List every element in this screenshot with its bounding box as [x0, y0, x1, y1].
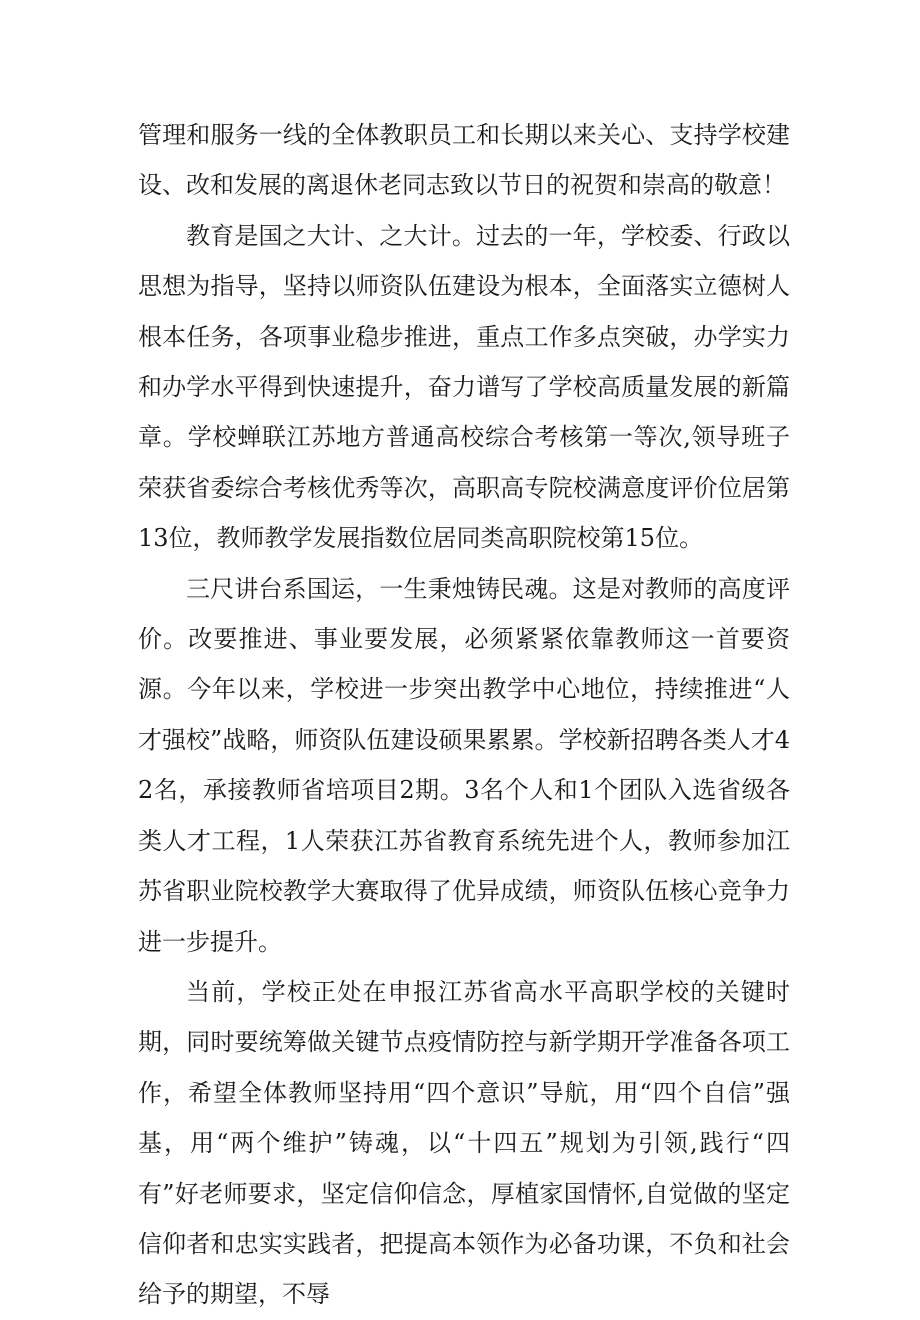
document-body: [138, 110, 790, 1320]
paragraph-education-achievements: 教育是国之大计、之大计。过去的一年，学校委、行政以思想为指导，坚持以师资队伍建设为根本，全面落实立德树人根本任务，各项事业稳步推进，重点工作多点突破，办学实力和办学水平得到快速提升，奋力谱写了学校高质量发展的新篇章。学校蝉联江苏地方普通高校综合考核第一等次,领导班子荣获省委综合考核优秀等次，高职高专院校满意度评价位居第13位，教师教学发展指数位居同类高职院校第15位。: [138, 221, 790, 553]
paragraph-continuation: 管理和服务一线的全体教职员工和长期以来关心、支持学校建设、改和发展的离退休老同志致以节日的祝贺和崇高的敬意！: [138, 121, 790, 200]
paragraph-current-expectations: 当前，学校正处在申报江苏省高水平高职学校的关键时期，同时要统筹做关键节点疫情防控与新学期开学准备各项工作，希望全体教师坚持用“四个意识”导航，用“四个自信”强基，用“两个维护”铸魂，以“十四五”规划为引领,践行“四有”好老师要求，坚定信仰信念，厚植家国情怀,自觉做的坚定信仰者和忠实实践者，把提高本领作为必备功课，不负和社会给予的期望，不辱: [138, 977, 790, 1309]
paragraph-teacher-development: 三尺讲台系国运，一生秉烛铸民魂。这是对教师的高度评价。改要推进、事业要发展，必须紧紧依靠教师这一首要资源。今年以来，学校进一步突出教学中心地位，持续推进“人才强校”战略，师资队伍建设硕果累累。学校新招聘各类人才42名，承接教师省培项目2期。3名个人和1个团队入选省级各类人才工程，1人荣获江苏省教育系统先进个人，教师参加江苏省职业院校教学大赛取得了优异成绩，师资队伍核心竞争力进一步提升。: [138, 574, 790, 956]
